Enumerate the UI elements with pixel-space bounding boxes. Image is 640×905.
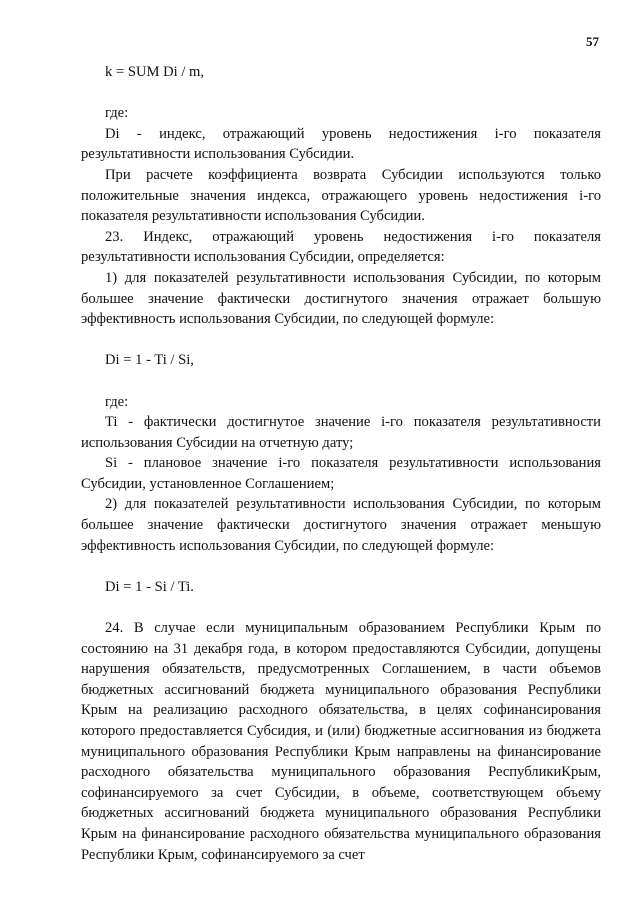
document-body <box>81 62 601 865</box>
spacer <box>81 556 601 577</box>
where-label: где: <box>105 393 129 410</box>
ti-definition: Ti - фактически достигнутое значение i-го показателя результативности использования Субсидии на отчетную дату; <box>81 414 601 451</box>
where-label: где: <box>105 105 129 122</box>
formula-di-2: Di = 1 - Si / Ti. <box>105 578 194 595</box>
formula-k: k = SUM Di / m, <box>105 64 205 80</box>
spacer <box>81 597 601 618</box>
paragraph-24: 24. В случае если муниципальным образованием Республики Крым по состоянию на 31 декабря года, в котором предоставляются Субсидии, допущены нарушения обязательств, предусмотренных Соглашением, в части объемов бюджетных ассигнований бюджета муниципального образования Республики Крым на реализацию расходного обязательства, в целях софинансирования которого предоставляется Субсидия, и (или) бюджетные ассигнования из бюджета муниципального образования Республики Крым направлены на финансирование расходного обязательства муниципального образования РеспубликиКрым, софинансируемого за счет Субсидии, в объеме, соответствующем объему бюджетных ассигнований бюджета муниципального образования Республики Крым на финансирование расходного обязательства муниципального образования Республики Крым, софинансируемого за счет <box>81 620 601 863</box>
di-definition: Di - индекс, отражающий уровень недостижения i-го показателя результативности использования Субсидии. <box>81 125 601 163</box>
positive-values-note: При расчете коэффициента возврата Субсидии используются только положительные значения индекса, отражающего уровень недостижения i-го показателя результативности использования Субсидии. <box>81 166 601 225</box>
formula-di-1: Di = 1 - Ti / Si, <box>105 352 194 369</box>
page-number: 57 <box>586 34 599 49</box>
case-1-paragraph: 1) для показателей результативности использования Субсидии, по которым большее значение фактически достигнутого значения отражает большую эффективность использования Субсидии, по следующей формуле: <box>81 269 601 328</box>
case-2-paragraph: 2) для показателей результативности использования Субсидии, по которым большее значение фактически достигнутого значения отражает меньшую эффективность использования Субсидии, по следующей формуле: <box>81 496 601 554</box>
paragraph-23: 23. Индекс, отражающий уровень недостижения i-го показателя результативности использования Субсидии, определяется: <box>81 228 601 266</box>
si-definition: Si - плановое значение i-го показателя результативности использования Субсидии, установленное Соглашением; <box>81 455 601 492</box>
spacer <box>81 371 601 392</box>
spacer <box>81 330 601 351</box>
spacer <box>81 83 601 104</box>
